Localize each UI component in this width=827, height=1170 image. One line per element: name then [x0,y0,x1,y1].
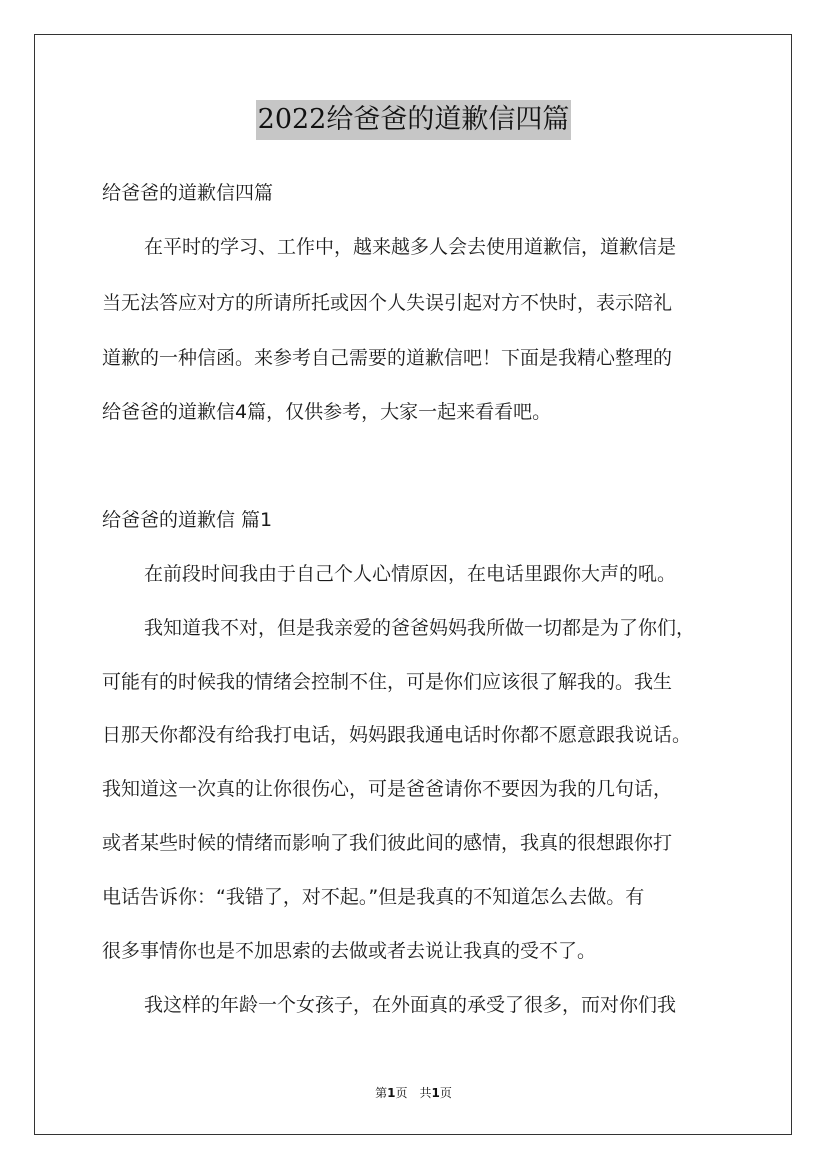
page-prefix: 第 [375,1086,388,1100]
intro-line-4: 给爸爸的道歉信4篇，仅供参考，大家一起来看看吧。 [102,401,552,423]
section-line-1: 在前段时间我由于自己个人心情原因，在电话里跟你大声的吼。 [144,563,677,585]
section-line-7: 电话告诉你：“我错了，对不起。”但是我真的不知道怎么去做。有 [102,886,645,908]
section-line-3: 可能有的时候我的情绪会控制不住，可是你们应该很了解我的。我生 [102,671,673,693]
section-heading: 给爸爸的道歉信 篇1 [102,509,273,531]
subtitle: 给爸爸的道歉信四篇 [102,182,274,204]
section-line-9: 我这样的年龄一个女孩子，在外面真的承受了很多，而对你们我 [144,994,677,1016]
title-container [0,100,827,140]
page-footer [0,1085,827,1101]
section-line-2: 我知道我不对，但是我亲爱的爸爸妈妈我所做一切都是为了你们， [144,617,696,639]
page-total: 1 [431,1086,440,1100]
section-line-5: 我知道这一次真的让你很伤心，可是爸爸请你不要因为我的几句话， [102,778,673,800]
page-current: 1 [387,1086,396,1100]
intro-line-1: 在平时的学习、工作中，越来越多人会去使用道歉信，道歉信是 [144,236,677,258]
document-title: 2022给爸爸的道歉信四篇 [256,100,572,140]
total-suffix: 页 [439,1086,452,1100]
section-line-4: 日那天你都没有给我打电话，妈妈跟我通电话时你都不愿意跟我说话。 [102,724,692,746]
intro-line-2: 当无法答应对方的所请所托或因个人失误引起对方不快时，表示陪礼 [102,292,673,314]
section-line-8: 很多事情你也是不加思索的去做或者去说让我真的受不了。 [102,940,597,962]
intro-line-3: 道歉的一种信函。来参考自己需要的道歉信吧！下面是我精心整理的 [102,347,673,369]
page-suffix: 页 [395,1086,408,1100]
total-prefix: 共 [419,1086,432,1100]
section-line-6: 或者某些时候的情绪而影响了我们彼此间的感情，我真的很想跟你打 [102,832,673,854]
